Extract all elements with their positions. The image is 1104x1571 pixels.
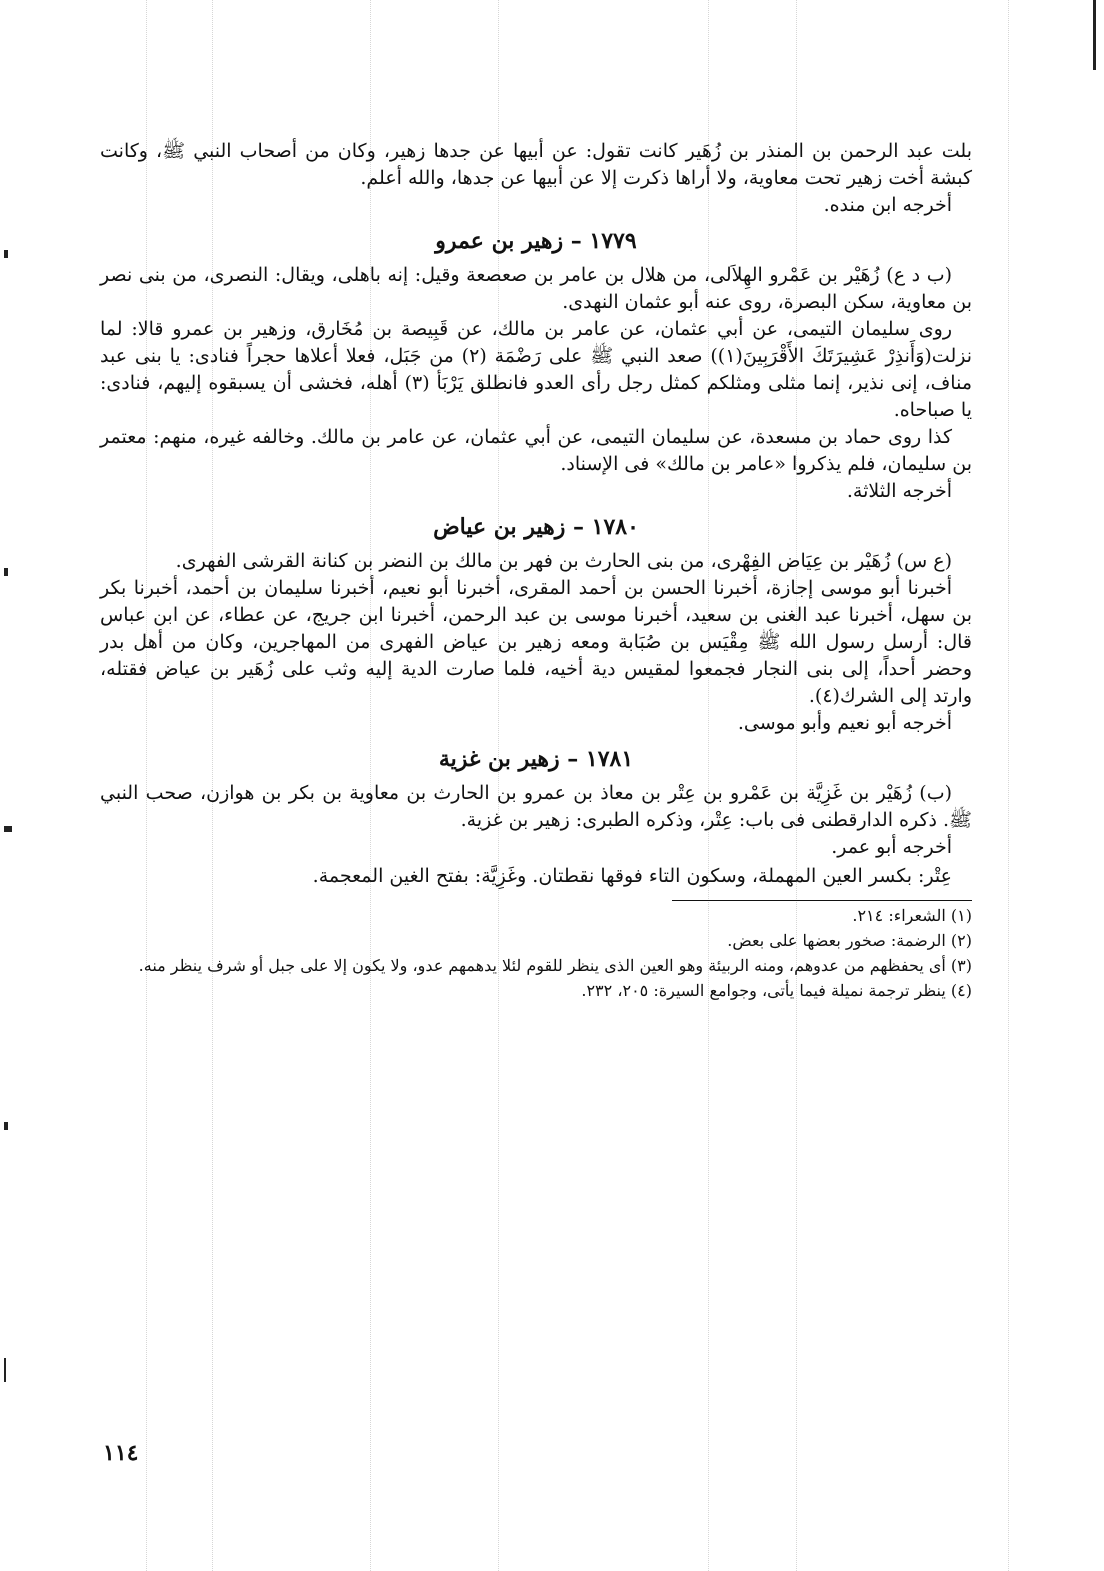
entry-title-1779: ١٧٧٩ – زهير بن عمرو	[435, 228, 637, 254]
entry-title-1781: ١٧٨١ – زهير بن غزية	[438, 746, 634, 772]
footnote: (٣) أى يحفظهم من عدوهم، ومنه الربيئة وهو العين الذى ينظر للقوم لئلا يدهمهم عدو، ولا يكون إلا على جبل أو شرف ينظر منه.	[138, 956, 972, 975]
margin-mark	[4, 568, 8, 576]
page-body	[100, 138, 1104, 1538]
entry-1780-source: أخرجه أبو نعيم وأبو موسى.	[737, 712, 952, 734]
entry-1781-paragraph: (ب) زُهَيْر بن غَزِيَّة بن عَمْرو بن عِتْر بن معاذ بن عمرو بن الحارث بن معاوية بن بكر بن هوازن، صحب النبي ﷺ. ذكره الدارقطنى فى باب: عِتْر، وذكره الطبرى: زهير بن غزية.	[100, 782, 972, 831]
footnote: (١) الشعراء: ٢١٤.	[852, 906, 972, 925]
footnote-divider	[672, 900, 972, 901]
entry-1780-paragraph: أخبرنا أبو موسى إجازة، أخبرنا الحسن بن أحمد المقرى، أخبرنا أبو نعيم، أخبرنا سليمان بن أحمد، أخبرنا بكر بن سهل، أخبرنا عبد الغنى بن سعيد، أخبرنا موسى بن عبد الرحمن، أخبرنا ابن جريج، عن عطاء، عن ابن عباس قال: أرسل رسول الله ﷺ مِقْيَس بن صُبَابة ومعه زهير بن عياض الفهرى من المهاجرين، وكان من أهل بدر وحضر أحداً، إلى بنى النجار فجمعوا لمقيس دية أخيه، فلما صارت الدية إليه وثب على زُهَير بن عياض فقتله، وارتد إلى الشرك(٤).	[100, 577, 972, 707]
margin-mark	[4, 826, 12, 832]
margin-mark	[4, 1122, 8, 1130]
margin-mark	[4, 250, 8, 258]
footnote: (٢) الرضمة: صخور بعضها على بعض.	[727, 931, 972, 950]
opening-paragraph: بلت عبد الرحمن بن المنذر بن زُهَير كانت تقول: عن أبيها عن جدها زهير، وكان من أصحاب النبي ﷺ، وكانت كبشة أخت زهير تحت معاوية، ولا أراها ذكرت إلا عن أبيها عن جدها، والله أعلم.	[100, 140, 972, 189]
entry-title-1780: ١٧٨٠ – زهير بن عياض	[433, 514, 639, 540]
page-number: ١١٤	[103, 1440, 139, 1466]
footnotes	[100, 905, 972, 1002]
opening-source: أخرجه ابن منده.	[823, 194, 952, 216]
entry-1779-paragraph: (ب د ع) زُهَيْر بن عَمْرو الهِلاَلى، من هلال بن عامر بن صعصعة وقيل: إنه باهلى، ويقال: النصرى، من بنى نصر بن معاوية، سكن البصرة، روى عنه أبو عثمان النهدى.	[100, 264, 972, 313]
entry-1781-note: عِتْر: بكسر العين المهملة، وسكون التاء فوقها نقطتان. وغَزِيَّة: بفتح الغين المعجمة.	[312, 865, 952, 887]
entry-1779-source: أخرجه الثلاثة.	[846, 480, 952, 502]
entry-1779-paragraph: كذا روى حماد بن مسعدة، عن سليمان التيمى، عن أبي عثمان، عن عامر بن مالك. وخالفه غيره، منهم: معتمر بن سليمان، فلم يذكروا «عامر بن مالك» فى الإسناد.	[100, 426, 972, 475]
entry-1781-source: أخرجه أبو عمر.	[831, 836, 952, 858]
scan-edge-bar	[1093, 0, 1096, 70]
margin-mark	[4, 1358, 6, 1382]
entry-1779-paragraph: روى سليمان التيمى، عن أبي عثمان، عن عامر بن مالك، عن قَبِيصة بن مُخَارق، وزهير بن عمرو قالا: لما نزلت(وَأَنذِرْ عَشِيرَتَكَ الأَقْرَبِينَ(١)) صعد النبي ﷺ على رَضْمَة (٢) من جَبَل، فعلا أعلاها حجراً فنادى: يا بنى عبد مناف، إنى نذير، إنما مثلى ومثلكم كمثل رجل رأى العدو فانطلق يَرْبَأ (٣) أهله، فخشى أن يسبقوه إليهم، فنادى: يا صباحاه.	[100, 318, 973, 421]
entry-1780-paragraph: (ع س) زُهَيْر بن عِيَاض الفِهْرى، من بنى الحارث بن فهر بن مالك بن النضر بن كنانة القرشى الفهرى.	[175, 550, 952, 572]
footnote: (٤) ينظر ترجمة نميلة فيما يأتى، وجوامع السيرة: ٢٠٥، ٢٣٢.	[581, 981, 972, 1000]
